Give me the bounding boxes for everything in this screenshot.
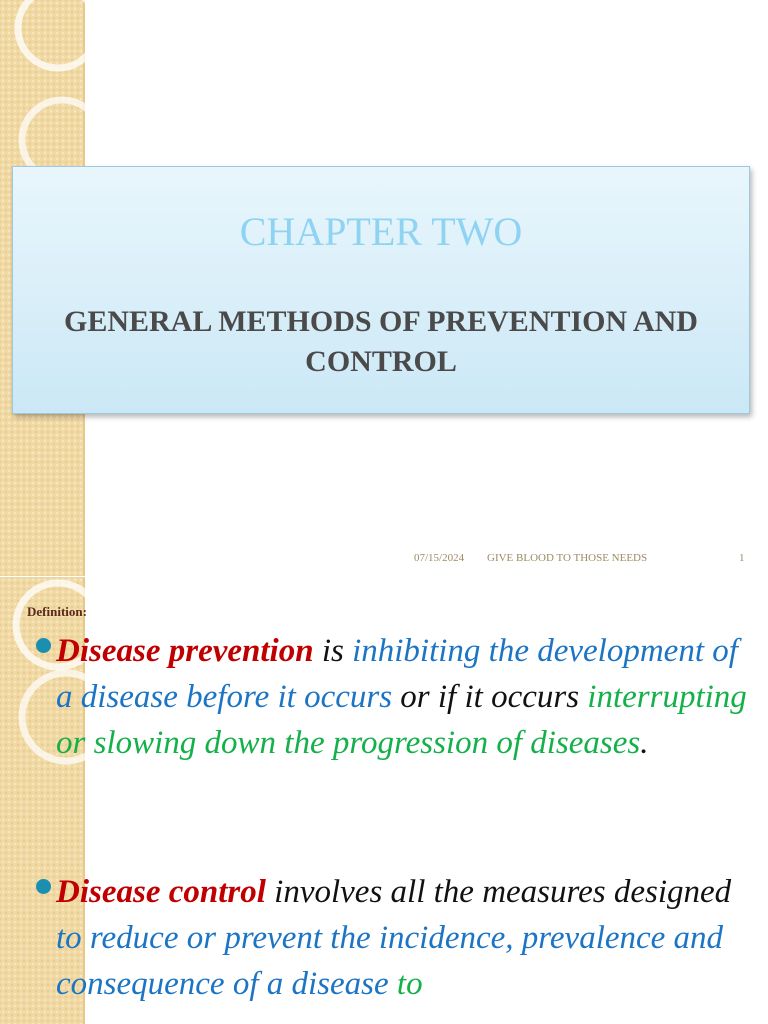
footer-text: GIVE BLOOD TO THOSE NEEDS — [487, 552, 648, 564]
bullet-icon — [36, 638, 51, 653]
definition-label: Definition: — [27, 604, 87, 619]
control-green-text: to — [388, 966, 423, 1002]
slide-subtitle: GENERAL METHODS OF PREVENTION AND CONTROL — [64, 305, 698, 378]
control-definition — [56, 869, 756, 1007]
footer-page-number: 1 — [739, 552, 745, 564]
prevention-blue-text: inhibiting the development of a disease before it occurs — [56, 633, 738, 715]
prevention-green-text: interrupting or slowing down the progression of diseases — [56, 679, 747, 761]
prevention-definition — [56, 628, 756, 766]
control-blue-text: to reduce or prevent the incidence, prevalence and consequence of a disease — [56, 920, 724, 1002]
term-disease-control: Disease control — [56, 874, 266, 910]
chapter-title: CHAPTER TWO — [239, 209, 523, 254]
definition-slide — [0, 577, 768, 1024]
control-connector: involves all the measures designed — [265, 874, 732, 910]
prevention-period: . — [640, 725, 649, 761]
prevention-connector-2: or if it occurs — [392, 679, 588, 715]
footer-date: 07/15/2024 — [414, 552, 465, 564]
bullet-icon — [36, 879, 51, 894]
prevention-connector: is — [313, 633, 353, 669]
term-disease-prevention: Disease prevention — [56, 633, 314, 669]
